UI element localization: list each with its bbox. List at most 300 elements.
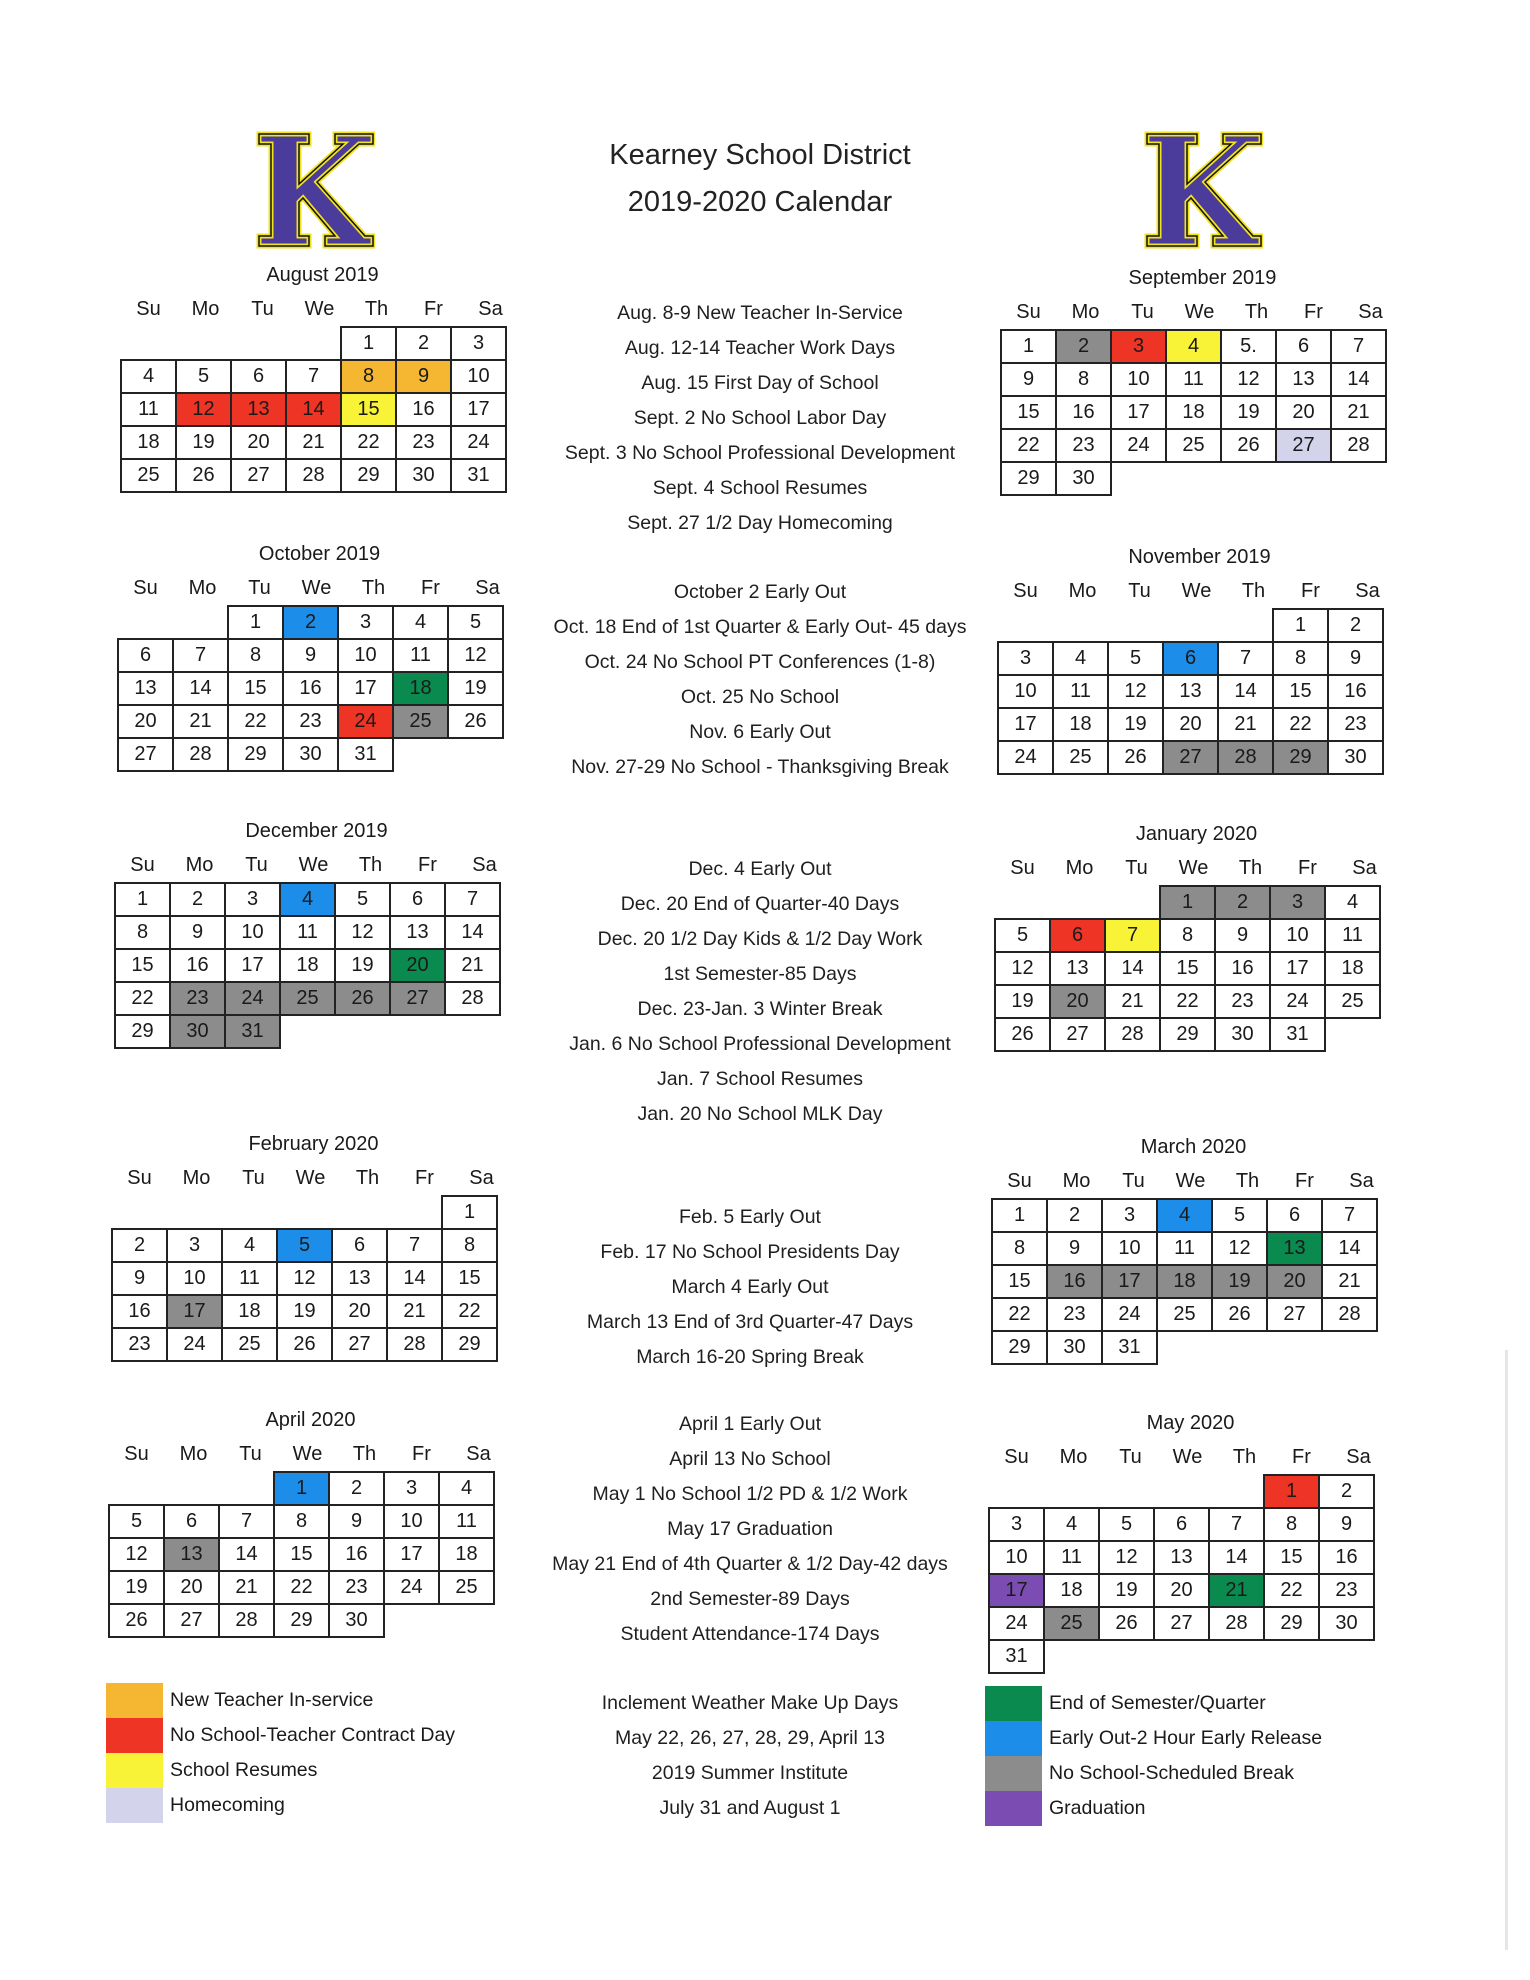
day-cell: 9 bbox=[111, 1261, 168, 1296]
day-cell: 30 bbox=[1046, 1330, 1103, 1365]
day-cell: 11 bbox=[1165, 362, 1222, 397]
day-cell: 16 bbox=[111, 1294, 168, 1329]
weekday-label: Sa bbox=[475, 577, 500, 599]
day-cell: 29 bbox=[1000, 461, 1057, 496]
day-cell: 30 bbox=[328, 1603, 385, 1638]
day-cell: 16 bbox=[328, 1537, 385, 1572]
day-cell: 11 bbox=[392, 638, 449, 673]
legend-swatch bbox=[106, 1788, 163, 1823]
day-cell: 20 bbox=[331, 1294, 388, 1329]
day-cell: 10 bbox=[166, 1261, 223, 1296]
day-cell: 22 bbox=[1159, 984, 1216, 1019]
day-cell: 14 bbox=[1104, 951, 1161, 986]
day-cell: 9 bbox=[1327, 641, 1384, 676]
day-cell: 28 bbox=[386, 1327, 443, 1362]
day-cell: 24 bbox=[1269, 984, 1326, 1019]
weekday-label: Mo bbox=[1065, 857, 1094, 879]
day-cell: 29 bbox=[340, 458, 397, 493]
weekday-label: Fr bbox=[412, 1443, 431, 1465]
day-cell: 11 bbox=[221, 1261, 278, 1296]
day-cell: 4 bbox=[221, 1228, 278, 1263]
day-cell: 10 bbox=[337, 638, 394, 673]
day-cell: 28 bbox=[1321, 1297, 1378, 1332]
day-cell: 30 bbox=[169, 1014, 226, 1049]
day-cell: 11 bbox=[279, 915, 336, 950]
day-cell: 29 bbox=[441, 1327, 498, 1362]
day-cell: 23 bbox=[395, 425, 452, 460]
day-cell: 4 bbox=[1052, 641, 1109, 676]
day-cell: 6 bbox=[389, 882, 446, 917]
day-cell: 31 bbox=[988, 1639, 1045, 1674]
note-line: Aug. 15 First Day of School bbox=[641, 372, 879, 394]
day-cell: 1 bbox=[340, 326, 397, 361]
day-cell: 9 bbox=[1318, 1507, 1375, 1542]
day-cell: 6 bbox=[230, 359, 287, 394]
day-cell: 1 bbox=[1159, 885, 1216, 920]
day-cell: 9 bbox=[1000, 362, 1057, 397]
legend-label: No School-Teacher Contract Day bbox=[170, 1724, 456, 1746]
day-cell: 26 bbox=[175, 458, 232, 493]
day-cell: 30 bbox=[282, 737, 339, 772]
day-cell: 28 bbox=[1208, 1606, 1265, 1641]
day-cell: 13 bbox=[1162, 674, 1219, 709]
note-line: Dec. 23-Jan. 3 Winter Break bbox=[637, 998, 883, 1020]
day-cell: 5 bbox=[276, 1228, 333, 1263]
day-cell: 27 bbox=[1266, 1297, 1323, 1332]
day-cell: 8 bbox=[1272, 641, 1329, 676]
day-cell: 18 bbox=[120, 425, 177, 460]
day-cell: 4 bbox=[279, 882, 336, 917]
day-cell: 17 bbox=[997, 707, 1054, 742]
day-cell: 29 bbox=[273, 1603, 330, 1638]
day-cell: 13 bbox=[230, 392, 287, 427]
weekday-label: Mo bbox=[1062, 1170, 1091, 1192]
legend-swatch bbox=[106, 1718, 163, 1753]
weekday-label: Mo bbox=[1059, 1446, 1088, 1468]
weekday-label: Fr bbox=[1298, 857, 1317, 879]
day-cell: 31 bbox=[1269, 1017, 1326, 1052]
day-cell: 17 bbox=[450, 392, 507, 427]
day-cell: 1 bbox=[1272, 608, 1329, 643]
weekday-header bbox=[108, 1443, 513, 1467]
day-cell: 25 bbox=[1165, 428, 1222, 463]
weekday-label: Mo bbox=[188, 577, 217, 599]
day-cell: 21 bbox=[1330, 395, 1387, 430]
day-cell: 10 bbox=[1269, 918, 1326, 953]
day-cell: 1 bbox=[273, 1471, 330, 1506]
month-title: November 2019 bbox=[1128, 546, 1271, 568]
day-cell: 7 bbox=[285, 359, 342, 394]
day-cell: 18 bbox=[221, 1294, 278, 1329]
day-cell: 17 bbox=[1110, 395, 1167, 430]
day-cell: 5 bbox=[108, 1504, 165, 1539]
day-cell: 27 bbox=[230, 458, 287, 493]
note-line: Dec. 20 1/2 Day Kids & 1/2 Day Work bbox=[597, 928, 923, 950]
day-cell: 23 bbox=[328, 1570, 385, 1605]
weekday-label: Sa bbox=[1346, 1446, 1371, 1468]
weekday-header bbox=[1000, 301, 1405, 325]
weekday-label: Tu bbox=[245, 854, 268, 876]
weekday-label: Mo bbox=[185, 854, 214, 876]
day-cell: 3 bbox=[997, 641, 1054, 676]
day-cell: 19 bbox=[1211, 1264, 1268, 1299]
day-cell: 31 bbox=[450, 458, 507, 493]
day-cell: 20 bbox=[1275, 395, 1332, 430]
day-cell: 14 bbox=[1330, 362, 1387, 397]
day-cell: 23 bbox=[111, 1327, 168, 1362]
day-cell: 23 bbox=[1046, 1297, 1103, 1332]
day-cell: 28 bbox=[444, 981, 501, 1016]
weekday-label: Sa bbox=[466, 1443, 491, 1465]
weekday-label: Sa bbox=[472, 854, 497, 876]
day-cell: 20 bbox=[1049, 984, 1106, 1019]
month-title: December 2019 bbox=[245, 820, 388, 842]
day-cell: 6 bbox=[1266, 1198, 1323, 1233]
day-cell: 7 bbox=[218, 1504, 275, 1539]
day-cell: 12 bbox=[334, 915, 391, 950]
note-line: Sept. 27 1/2 Day Homecoming bbox=[627, 512, 893, 534]
note-line: 2019 Summer Institute bbox=[651, 1762, 849, 1784]
weekday-label: Th bbox=[361, 577, 386, 599]
note-line: 2nd Semester-89 Days bbox=[650, 1588, 850, 1610]
day-cell: 3 bbox=[224, 882, 281, 917]
day-cell: 5 bbox=[1107, 641, 1164, 676]
day-cell: 18 bbox=[392, 671, 449, 706]
day-cell: 9 bbox=[169, 915, 226, 950]
day-cell: 15 bbox=[114, 948, 171, 983]
day-cell: 21 bbox=[386, 1294, 443, 1329]
weekday-label: Fr bbox=[418, 854, 437, 876]
day-cell: 8 bbox=[441, 1228, 498, 1263]
month-title: September 2019 bbox=[1128, 267, 1277, 289]
day-cell: 9 bbox=[1046, 1231, 1103, 1266]
day-cell: 7 bbox=[1321, 1198, 1378, 1233]
day-cell: 20 bbox=[1162, 707, 1219, 742]
day-cell: 29 bbox=[227, 737, 284, 772]
legend-swatch bbox=[985, 1791, 1042, 1826]
day-cell: 23 bbox=[282, 704, 339, 739]
day-cell: 19 bbox=[447, 671, 504, 706]
day-cell: 27 bbox=[1275, 428, 1332, 463]
legend-swatch bbox=[106, 1683, 163, 1718]
day-cell: 10 bbox=[383, 1504, 440, 1539]
day-cell: 27 bbox=[1162, 740, 1219, 775]
day-cell: 23 bbox=[1318, 1573, 1375, 1608]
day-cell: 15 bbox=[1263, 1540, 1320, 1575]
note-line: Sept. 3 No School Professional Development bbox=[564, 442, 956, 464]
day-cell: 4 bbox=[392, 605, 449, 640]
day-cell: 16 bbox=[1046, 1264, 1103, 1299]
day-cell: 19 bbox=[1098, 1573, 1155, 1608]
day-cell: 25 bbox=[221, 1327, 278, 1362]
note-line: May 17 Graduation bbox=[667, 1518, 833, 1540]
weekday-label: Sa bbox=[1358, 301, 1383, 323]
day-cell: 2 bbox=[169, 882, 226, 917]
day-cell: 21 bbox=[1104, 984, 1161, 1019]
day-cell: 26 bbox=[334, 981, 391, 1016]
day-cell: 22 bbox=[1263, 1573, 1320, 1608]
day-cell: 5 bbox=[1211, 1198, 1268, 1233]
day-cell: 15 bbox=[227, 671, 284, 706]
month-title: October 2019 bbox=[258, 543, 381, 565]
note-line: Aug. 8-9 New Teacher In-Service bbox=[617, 302, 903, 324]
day-cell: 15 bbox=[1159, 951, 1216, 986]
note-line: Jan. 20 No School MLK Day bbox=[637, 1103, 883, 1125]
weekday-label: Sa bbox=[478, 298, 503, 320]
day-cell: 18 bbox=[1043, 1573, 1100, 1608]
day-cell: 18 bbox=[1156, 1264, 1213, 1299]
note-line: Jan. 7 School Resumes bbox=[657, 1068, 863, 1090]
note-line: May 21 End of 4th Quarter & 1/2 Day-42 days bbox=[552, 1553, 948, 1575]
day-cell: 19 bbox=[108, 1570, 165, 1605]
weekday-label: Tu bbox=[239, 1443, 262, 1465]
day-cell: 11 bbox=[120, 392, 177, 427]
day-cell: 17 bbox=[337, 671, 394, 706]
day-cell: 25 bbox=[1156, 1297, 1213, 1332]
weekday-label: Fr bbox=[1292, 1446, 1311, 1468]
weekday-label: Fr bbox=[1295, 1170, 1314, 1192]
day-cell: 26 bbox=[1107, 740, 1164, 775]
weekday-label: Tu bbox=[248, 577, 271, 599]
weekday-label: Th bbox=[1232, 1446, 1257, 1468]
note-line: Dec. 20 End of Quarter-40 Days bbox=[620, 893, 900, 915]
weekday-label: Fr bbox=[415, 1167, 434, 1189]
day-cell: 2 bbox=[1055, 329, 1112, 364]
day-cell: 16 bbox=[1055, 395, 1112, 430]
day-cell: 17 bbox=[224, 948, 281, 983]
day-cell: 26 bbox=[1211, 1297, 1268, 1332]
day-cell: 9 bbox=[328, 1504, 385, 1539]
day-cell: 14 bbox=[285, 392, 342, 427]
legend-swatch bbox=[985, 1686, 1042, 1721]
day-cell: 6 bbox=[117, 638, 174, 673]
weekday-label: Th bbox=[358, 854, 383, 876]
district-logo-right bbox=[1143, 130, 1263, 250]
day-cell: 12 bbox=[108, 1537, 165, 1572]
note-line: April 1 Early Out bbox=[679, 1413, 821, 1435]
day-cell: 30 bbox=[1318, 1606, 1375, 1641]
day-cell: 14 bbox=[386, 1261, 443, 1296]
day-cell: 28 bbox=[172, 737, 229, 772]
day-cell: 10 bbox=[1110, 362, 1167, 397]
day-cell: 8 bbox=[1159, 918, 1216, 953]
day-cell: 1 bbox=[1263, 1474, 1320, 1509]
weekday-label: We bbox=[301, 577, 332, 599]
k-logo-icon bbox=[1143, 130, 1263, 250]
day-cell: 15 bbox=[340, 392, 397, 427]
weekday-label: Th bbox=[1238, 857, 1263, 879]
day-cell: 13 bbox=[1266, 1231, 1323, 1266]
day-cell: 8 bbox=[1055, 362, 1112, 397]
day-cell: 16 bbox=[282, 671, 339, 706]
day-cell: 9 bbox=[395, 359, 452, 394]
weekday-header bbox=[994, 857, 1399, 881]
day-cell: 28 bbox=[1217, 740, 1274, 775]
day-cell: 22 bbox=[1000, 428, 1057, 463]
day-cell: 16 bbox=[1327, 674, 1384, 709]
weekday-label: We bbox=[1175, 1170, 1206, 1192]
day-cell: 4 bbox=[1324, 885, 1381, 920]
note-line: October 2 Early Out bbox=[673, 581, 847, 603]
day-cell: 12 bbox=[1098, 1540, 1155, 1575]
day-cell: 3 bbox=[1110, 329, 1167, 364]
day-cell: 25 bbox=[438, 1570, 495, 1605]
day-cell: 7 bbox=[386, 1228, 443, 1263]
day-cell: 27 bbox=[331, 1327, 388, 1362]
day-cell: 3 bbox=[337, 605, 394, 640]
day-cell: 5 bbox=[994, 918, 1051, 953]
day-cell: 3 bbox=[383, 1471, 440, 1506]
month-title: January 2020 bbox=[1135, 823, 1258, 845]
day-cell: 12 bbox=[1220, 362, 1277, 397]
day-cell: 1 bbox=[441, 1195, 498, 1230]
day-cell: 8 bbox=[340, 359, 397, 394]
day-cell: 12 bbox=[447, 638, 504, 673]
weekday-header bbox=[997, 580, 1402, 604]
day-cell: 19 bbox=[1107, 707, 1164, 742]
title-year: 2019-2020 Calendar bbox=[627, 186, 893, 218]
weekday-label: Sa bbox=[1355, 580, 1380, 602]
weekday-label: We bbox=[292, 1443, 323, 1465]
day-cell: 13 bbox=[331, 1261, 388, 1296]
day-cell: 3 bbox=[166, 1228, 223, 1263]
day-cell: 18 bbox=[1324, 951, 1381, 986]
weekday-header bbox=[117, 577, 522, 601]
day-cell: 6 bbox=[1162, 641, 1219, 676]
day-cell: 24 bbox=[383, 1570, 440, 1605]
day-cell: 23 bbox=[169, 981, 226, 1016]
day-cell: 19 bbox=[1220, 395, 1277, 430]
day-cell: 3 bbox=[1269, 885, 1326, 920]
day-cell: 13 bbox=[1153, 1540, 1210, 1575]
note-line: Oct. 24 No School PT Conferences (1-8) bbox=[584, 651, 936, 673]
weekday-label: Mo bbox=[191, 298, 220, 320]
day-cell: 14 bbox=[1321, 1231, 1378, 1266]
day-cell: 5 bbox=[175, 359, 232, 394]
month-title: March 2020 bbox=[1140, 1136, 1247, 1158]
day-cell: 6 bbox=[1153, 1507, 1210, 1542]
legend-label: New Teacher In-service bbox=[170, 1689, 374, 1711]
day-cell: 14 bbox=[1208, 1540, 1265, 1575]
weekday-label: Fr bbox=[1301, 580, 1320, 602]
day-cell: 14 bbox=[218, 1537, 275, 1572]
day-cell: 10 bbox=[450, 359, 507, 394]
weekday-label: We bbox=[298, 854, 329, 876]
day-cell: 29 bbox=[1263, 1606, 1320, 1641]
day-cell: 16 bbox=[169, 948, 226, 983]
day-cell: 14 bbox=[172, 671, 229, 706]
day-cell: 16 bbox=[395, 392, 452, 427]
day-cell: 8 bbox=[1263, 1507, 1320, 1542]
day-cell: 19 bbox=[994, 984, 1051, 1019]
day-cell: 24 bbox=[337, 704, 394, 739]
day-cell: 6 bbox=[331, 1228, 388, 1263]
day-cell: 30 bbox=[395, 458, 452, 493]
day-cell: 30 bbox=[1055, 461, 1112, 496]
day-cell: 22 bbox=[441, 1294, 498, 1329]
day-cell: 1 bbox=[1000, 329, 1057, 364]
weekday-label: We bbox=[304, 298, 335, 320]
day-cell: 2 bbox=[395, 326, 452, 361]
day-cell: 6 bbox=[163, 1504, 220, 1539]
note-line: Nov. 27-29 No School - Thanksgiving Break bbox=[571, 756, 949, 778]
legend-swatch bbox=[985, 1756, 1042, 1791]
legend-label: Graduation bbox=[1049, 1797, 1146, 1819]
weekday-label: We bbox=[1172, 1446, 1203, 1468]
weekday-header bbox=[111, 1167, 516, 1191]
notes-feb-mar bbox=[520, 1200, 980, 1375]
day-cell: 21 bbox=[1208, 1573, 1265, 1608]
day-cell: 11 bbox=[1324, 918, 1381, 953]
day-cell: 17 bbox=[1101, 1264, 1158, 1299]
day-cell: 22 bbox=[273, 1570, 330, 1605]
weekday-label: Su bbox=[1016, 301, 1041, 323]
day-cell: 24 bbox=[224, 981, 281, 1016]
note-line: March 16-20 Spring Break bbox=[636, 1346, 864, 1368]
day-cell: 27 bbox=[117, 737, 174, 772]
day-cell: 29 bbox=[991, 1330, 1048, 1365]
day-cell: 24 bbox=[1110, 428, 1167, 463]
day-cell: 12 bbox=[175, 392, 232, 427]
weekday-header bbox=[991, 1170, 1396, 1194]
day-cell: 1 bbox=[114, 882, 171, 917]
note-line: May 1 No School 1/2 PD & 1/2 Work bbox=[592, 1483, 908, 1505]
day-cell: 5 bbox=[334, 882, 391, 917]
month-title: May 2020 bbox=[1146, 1412, 1235, 1434]
weekday-label: Mo bbox=[182, 1167, 211, 1189]
day-cell: 7 bbox=[1104, 918, 1161, 953]
weekday-label: Su bbox=[127, 1167, 152, 1189]
day-cell: 22 bbox=[991, 1297, 1048, 1332]
day-cell: 23 bbox=[1214, 984, 1271, 1019]
day-cell: 8 bbox=[227, 638, 284, 673]
day-cell: 22 bbox=[227, 704, 284, 739]
day-cell: 1 bbox=[991, 1198, 1048, 1233]
weekday-label: Tu bbox=[1131, 301, 1154, 323]
day-cell: 13 bbox=[1049, 951, 1106, 986]
day-cell: 2 bbox=[328, 1471, 385, 1506]
day-cell: 19 bbox=[276, 1294, 333, 1329]
month-title: August 2019 bbox=[266, 264, 379, 286]
day-cell: 31 bbox=[224, 1014, 281, 1049]
weekday-label: Fr bbox=[424, 298, 443, 320]
day-cell: 10 bbox=[988, 1540, 1045, 1575]
day-cell: 1 bbox=[227, 605, 284, 640]
day-cell: 21 bbox=[444, 948, 501, 983]
legend-label: No School-Scheduled Break bbox=[1049, 1762, 1294, 1784]
day-cell: 20 bbox=[389, 948, 446, 983]
legend-label: Homecoming bbox=[170, 1794, 285, 1816]
day-cell: 12 bbox=[994, 951, 1051, 986]
day-cell: 13 bbox=[163, 1537, 220, 1572]
weekday-label: Su bbox=[130, 854, 155, 876]
day-cell: 7 bbox=[444, 882, 501, 917]
weekday-label: Th bbox=[352, 1443, 377, 1465]
day-cell: 25 bbox=[279, 981, 336, 1016]
day-cell: 17 bbox=[383, 1537, 440, 1572]
day-cell: 2 bbox=[1046, 1198, 1103, 1233]
day-cell: 11 bbox=[438, 1504, 495, 1539]
day-cell: 26 bbox=[447, 704, 504, 739]
weekday-label: Mo bbox=[179, 1443, 208, 1465]
day-cell: 31 bbox=[337, 737, 394, 772]
scan-edge bbox=[1505, 1350, 1508, 1950]
note-line: Dec. 4 Early Out bbox=[688, 858, 832, 880]
day-cell: 4 bbox=[1043, 1507, 1100, 1542]
day-cell: 20 bbox=[163, 1570, 220, 1605]
day-cell: 23 bbox=[1327, 707, 1384, 742]
note-line: July 31 and August 1 bbox=[659, 1797, 841, 1819]
